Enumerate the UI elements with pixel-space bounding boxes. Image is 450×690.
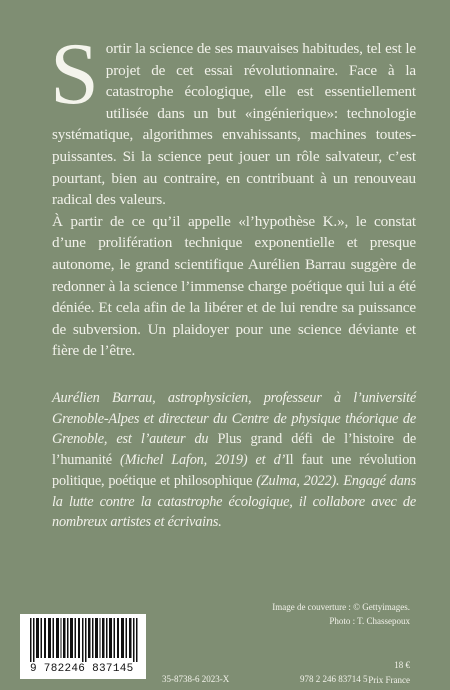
price-block bbox=[368, 658, 410, 688]
blurb-paragraph-1: ortir la science de ses mauvaises habitudes, tel est le projet de cet essai révolutionnaire. Face à la catastrophe écologique, elle est essentiellement utilisée dans un but «ingénierique»: technologie systématique, algorithmes envahissants, machines toutes-puissantes. Si la science peut jouer un rôle salvateur, c’est pourtant, bien au contraire, en contribuant à un renouveau radical des valeurs. bbox=[52, 40, 416, 209]
cover-image-credit: Image de couverture : © Gettyimages. bbox=[272, 602, 410, 612]
price-amount: 18 € bbox=[394, 660, 410, 670]
bio-part-c: (Michel Lafon, 2019) et d’ bbox=[111, 452, 286, 469]
barcode-bars-icon bbox=[30, 618, 138, 662]
bio-book-title-2: Il faut une révolution politique, poétique et philosophique bbox=[52, 452, 416, 489]
isbn-number: 978 2 246 83714 5 bbox=[300, 674, 368, 684]
price-label: Prix France bbox=[368, 675, 410, 685]
image-credits bbox=[272, 600, 410, 628]
barcode-number: 9 782246 837145 bbox=[30, 663, 134, 675]
bio-part-a: Aurélien Barrau, astrophysicien, professeur à l’université Grenoble-Alpes et directeur du Centre de physique théorique de Grenoble, est l’auteur du bbox=[52, 390, 416, 448]
isbn-barcode bbox=[20, 614, 146, 679]
drop-cap: S bbox=[50, 26, 99, 123]
photo-credit: Photo : T. Chassepoux bbox=[329, 616, 410, 626]
blurb-paragraph-2: À partir de ce qu’il appelle «l’hypothèse K.», le constat d’une prolifération technique exponentielle et presque autonome, le grand scientifique Aurélien Barrau suggère de redonner à la science l’immense charge poétique qui lui a été déniée. Et cela afin de la libérer et de lui rendre sa puissance de subversion. Un plaidoyer pour une science déviante et fière de l’être. bbox=[52, 212, 416, 360]
internal-code: 35-8738-6 2023-X bbox=[162, 674, 230, 684]
blurb bbox=[50, 26, 416, 362]
author-bio bbox=[52, 388, 416, 533]
bio-part-e: (Zulma, 2022). Engagé dans la lutte contre la catastrophe écologique, il collabore avec de nombreux artistes et écrivains. bbox=[52, 472, 416, 531]
bio-book-title-1: Plus grand défi de l’histoire de l’humanité bbox=[52, 431, 416, 469]
